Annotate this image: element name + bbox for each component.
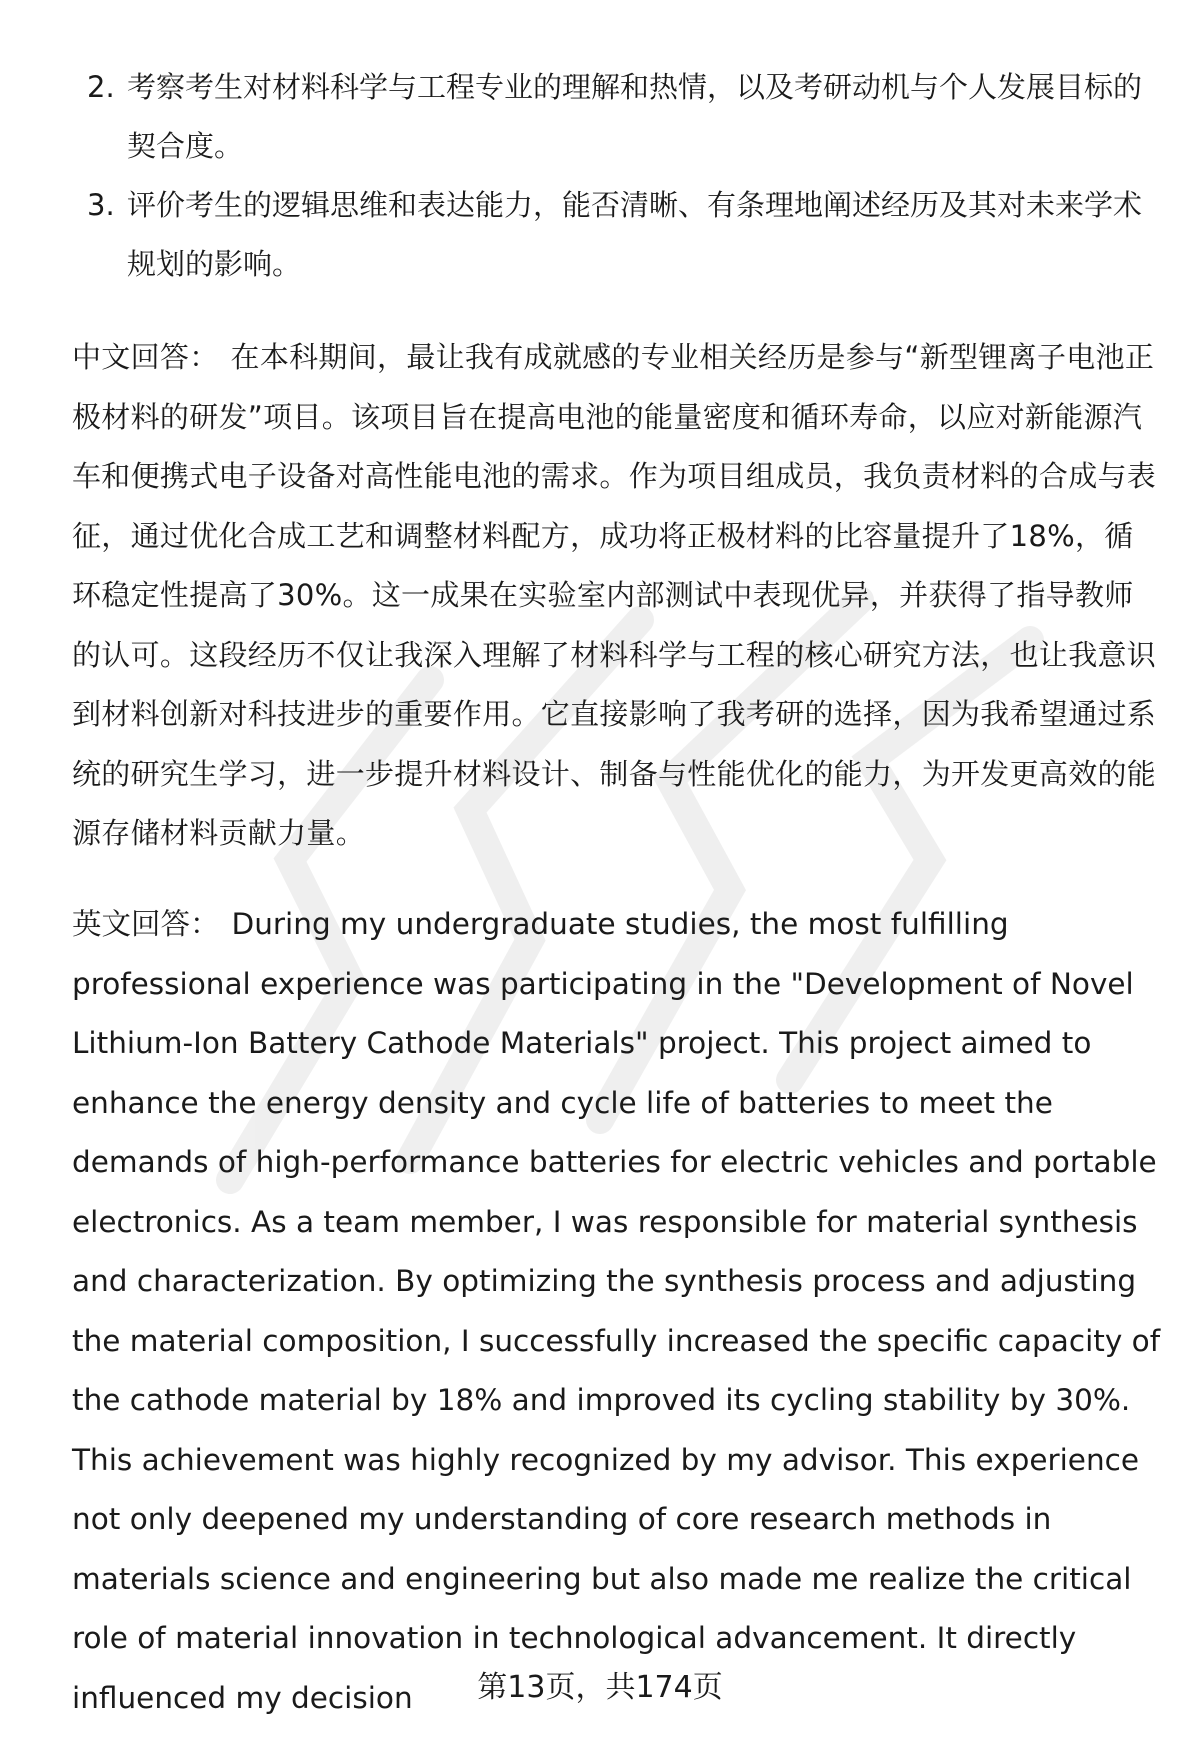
english-answer-label: 英文回答： [72, 907, 220, 941]
list-item-number: 2. [87, 70, 115, 104]
evaluation-points-list [72, 58, 1152, 294]
english-answer-text: During my undergraduate studies, the most fulfilling professional experience was participating in the "Development of Novel Lithium-Ion Battery Cathode Materials" project. This project aimed to enhance the energy density and cycle life of batteries to meet the demands of high-performance batteries for electric vehicles and portable electronics. As a team member, I was responsible for material synthesis and characterization. By optimizing the synthesis process and adjusting the material composition, I successfully increased the specific capacity of the cathode material by 18% and improved its cycling stability by 30%. This achievement was highly recognized by my advisor. This experience not only deepened my understanding of core research methods in materials science and engineering but also made me realize the critical role of material innovation in technological advancement. It directly influenced my decision [72, 907, 1161, 1715]
page-number-footer: 第13页，共174页 [477, 1670, 723, 1705]
chinese-answer-paragraph [72, 328, 1162, 864]
list-item-text: 考察考生对材料科学与工程专业的理解和热情，以及考研动机与个人发展目标的契合度。 [127, 70, 1143, 163]
list-item [72, 58, 1152, 176]
english-answer-paragraph [72, 895, 1162, 1728]
list-item [72, 176, 1152, 294]
chinese-answer-text: 在本科期间，最让我有成就感的专业相关经历是参与“新型锂离子电池正极材料的研发”项目。该项目旨在提高电池的能量密度和循环寿命，以应对新能源汽车和便携式电子设备对高性能电池的需求。作为项目组成员，我负责材料的合成与表征，通过优化合成工艺和调整材料配方，成功将正极材料的比容量提升了18%，循环稳定性提高了30%。这一成果在实验室内部测试中表现优异，并获得了指导教师的认可。这段经历不仅让我深入理解了材料科学与工程的核心研究方法，也让我意识到材料创新对科技进步的重要作用。它直接影响了我考研的选择，因为我希望通过系统的研究生学习，进一步提升材料设计、制备与性能优化的能力，为开发更高效的能源存储材料贡献力量。 [72, 340, 1157, 850]
list-item-text: 评价考生的逻辑思维和表达能力，能否清晰、有条理地阐述经历及其对未来学术规划的影响。 [127, 188, 1143, 281]
list-item-number: 3. [87, 188, 115, 222]
chinese-answer-label: 中文回答： [72, 340, 219, 374]
